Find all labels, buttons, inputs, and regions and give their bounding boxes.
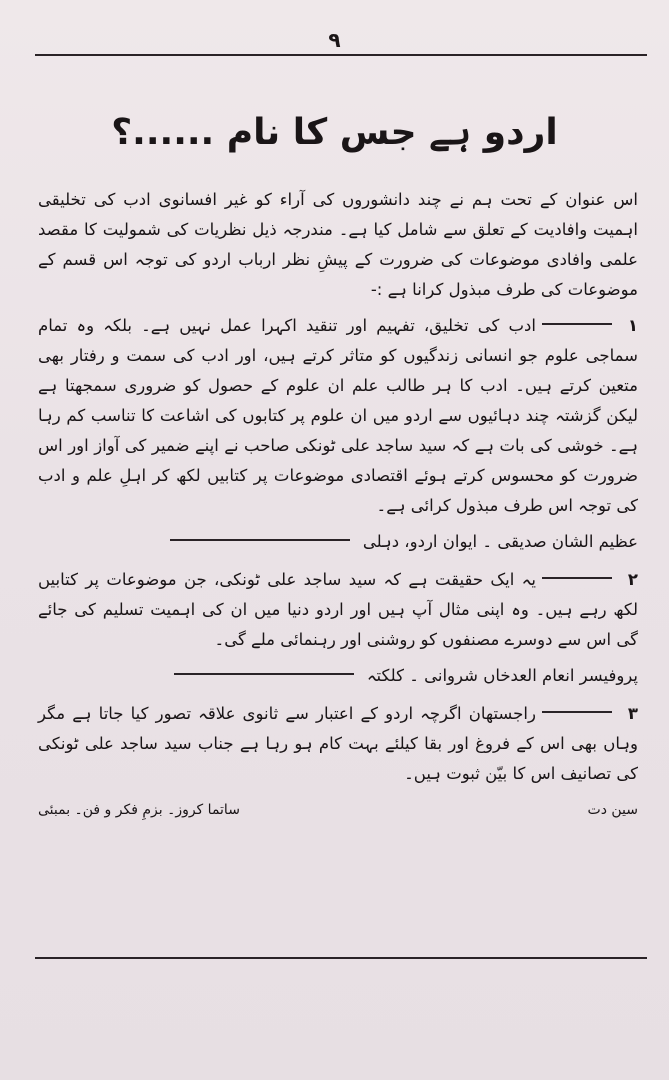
item-3-attribution (38, 795, 638, 825)
page-title: اردو ہے جس کا نام ......؟ (111, 112, 558, 153)
author-name: سین دت (587, 802, 638, 818)
item-text: ادب کی تخلیق، تفہیم اور تنقید اکہرا عمل نہیں ہے۔ بلکہ وہ تمام سماجی علوم جو انسانی زندگیوں کو متاثر کرتے ہیں، اور ادب کی سمت و رفتار بھی متعین کرتے ہیں۔ ادب کا ہر طالب علم ان علوم کے حصول کو ضروری سمجھتا ہے لیکن گزشتہ چند دہائیوں سے اردو میں ان علوم پر کتابوں کی اشاعت کا تناسب کم رہا ہے۔ خوشی کی بات ہے کہ سید ساجد علی ٹونکی صاحب نے اپنے ضمیر کی آواز اور اس ضرورت کو محسوس کرتے ہوئے اقتصادی موضوعات پر کتابیں لکھ کر اہلِ علم و ادب کی توجہ اس طرف مبذول کرائی ہے۔ (38, 316, 638, 515)
bottom-rule (35, 957, 647, 959)
item-1-attribution: عظیم الشان صدیقی ۔ ایوان اردو، دہلی (38, 527, 638, 557)
top-rule (35, 54, 647, 56)
item-number: ۱ (627, 316, 638, 335)
dash-divider (542, 711, 612, 713)
item-3 (38, 699, 638, 789)
item-text: راجستھان اگرچہ اردو کے اعتبار سے ثانوی علاقہ تصور کیا جاتا ہے مگر وہاں بھی اس کے فروغ اور بقا کیلئے بہت کام ہو رہا ہے جناب سید ساجد علی ٹونکی کی تصانیف اس کا بیّن ثبوت ہیں۔ (38, 704, 638, 783)
intro-paragraph: اس عنوان کے تحت ہم نے چند دانشوروں کی آراء کو غیر افسانوی ادب کی تخلیقی اہمیت وافادیت کے تعلق سے شامل کیا ہے۔ مندرجہ ذیل نظریات کی شمولیت کا مقصد علمی وافادی موضوعات کی ضرورت کے پیشِ نظر ارباب اردو کی توجہ اس قسم کے موضوعات کی طرف مبذول کرانا ہے :- (38, 190, 638, 299)
item-number: ۳ (627, 704, 638, 723)
source-name: کلکتہ (366, 666, 404, 685)
author-name: عظیم الشان صدیقی (497, 532, 638, 551)
source-name: ساتما کروز۔ بزمِ فکر و فن۔ بمبئی (38, 802, 240, 818)
item-number: ۲ (627, 570, 638, 589)
attribution-dash (174, 673, 354, 675)
attribution-dash (170, 539, 350, 541)
author-name: پروفیسر انعام العدخاں شروانی (424, 666, 638, 685)
source-name: ایوان اردو، دہلی (362, 532, 478, 551)
page-number: ۹ (328, 28, 341, 52)
page-content (38, 185, 638, 825)
item-2-attribution: پروفیسر انعام العدخاں شروانی ۔ کلکتہ (38, 661, 638, 691)
item-text: یہ ایک حقیقت ہے کہ سید ساجد علی ٹونکی، جن موضوعات پر کتابیں لکھ رہے ہیں۔ وہ اپنی مثال آپ ہیں اور اردو دنیا میں ان کی اہمیت تسلیم کی جائے گی اس سے دوسرے مصنفوں کو روشنی اور رہنمائی ملے گی۔ (38, 570, 638, 649)
dash-divider (542, 577, 612, 579)
item-2 (38, 565, 638, 655)
dash-divider (542, 323, 612, 325)
item-1 (38, 311, 638, 521)
